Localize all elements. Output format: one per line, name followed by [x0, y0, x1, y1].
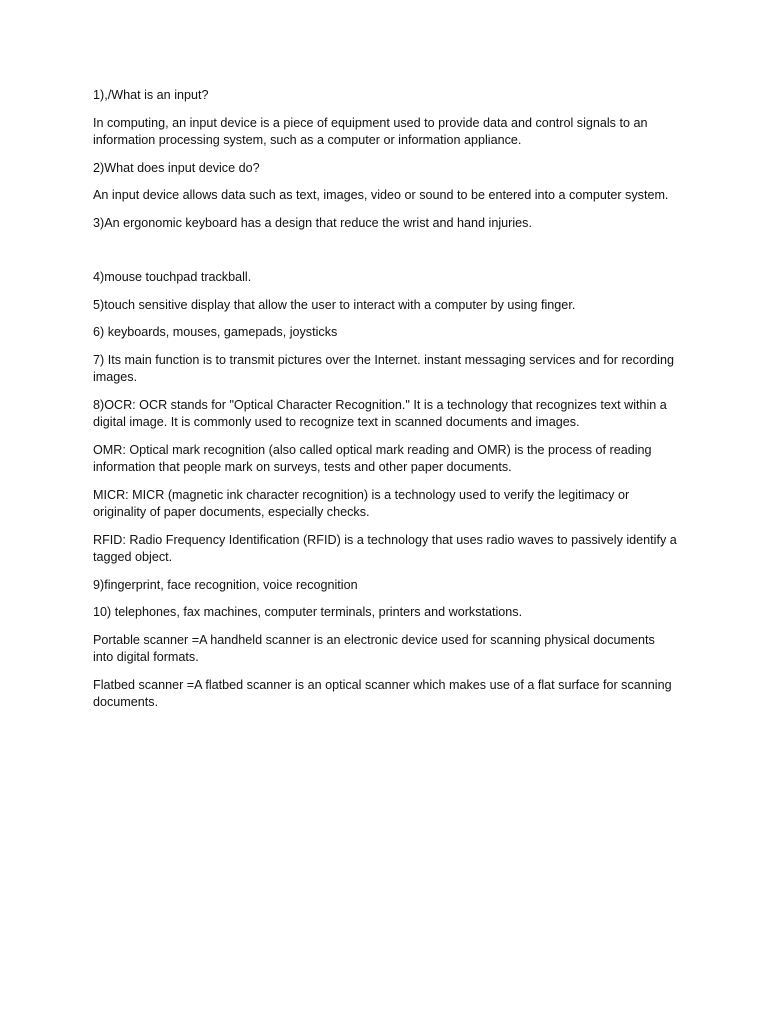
- answer-7: 7) Its main function is to transmit pictures over the Internet. instant messaging services and for recording images.: [93, 352, 674, 384]
- portable-scanner-note: Portable scanner =A handheld scanner is an electronic device used for scanning physical documents into digital formats.: [93, 632, 655, 664]
- question-2: 2)What does input device do?: [93, 160, 260, 175]
- answer-3: 3)An ergonomic keyboard has a design that reduce the wrist and hand injuries.: [93, 215, 532, 230]
- document-body: [93, 87, 678, 722]
- question-1: 1),/What is an input?: [93, 88, 209, 102]
- answer-2: An input device allows data such as text, images, video or sound to be entered into a computer system.: [93, 188, 669, 202]
- answer-9: 9)fingerprint, face recognition, voice recognition: [93, 577, 358, 592]
- answer-8-micr: MICR: MICR (magnetic ink character recognition) is a technology used to verify the legitimacy or originality of paper documents, especially checks.: [93, 487, 630, 519]
- answer-1: In computing, an input device is a piece of equipment used to provide data and control signals to an information processing system, such as a computer or information appliance.: [93, 115, 648, 147]
- answer-4: 4)mouse touchpad trackball.: [93, 270, 252, 284]
- answer-10: 10) telephones, fax machines, computer terminals, printers and workstations.: [93, 605, 523, 619]
- answer-5: 5)touch sensitive display that allow the user to interact with a computer by using finger.: [93, 297, 576, 312]
- answer-6: 6) keyboards, mouses, gamepads, joysticks: [93, 325, 338, 339]
- answer-8-ocr: 8)OCR: OCR stands for "Optical Character Recognition." It is a technology that recognizes text within a digital image. It is commonly used to recognize text in scanned documents and images.: [93, 397, 667, 429]
- answer-8-rfid: RFID: Radio Frequency Identification (RFID) is a technology that uses radio waves to passively identify a tagged object.: [93, 532, 677, 564]
- answer-8-omr: OMR: Optical mark recognition (also called optical mark reading and OMR) is the process of reading information that people mark on surveys, tests and other paper documents.: [93, 442, 652, 474]
- flatbed-scanner-note: Flatbed scanner =A flatbed scanner is an optical scanner which makes use of a flat surface for scanning documents.: [93, 677, 672, 709]
